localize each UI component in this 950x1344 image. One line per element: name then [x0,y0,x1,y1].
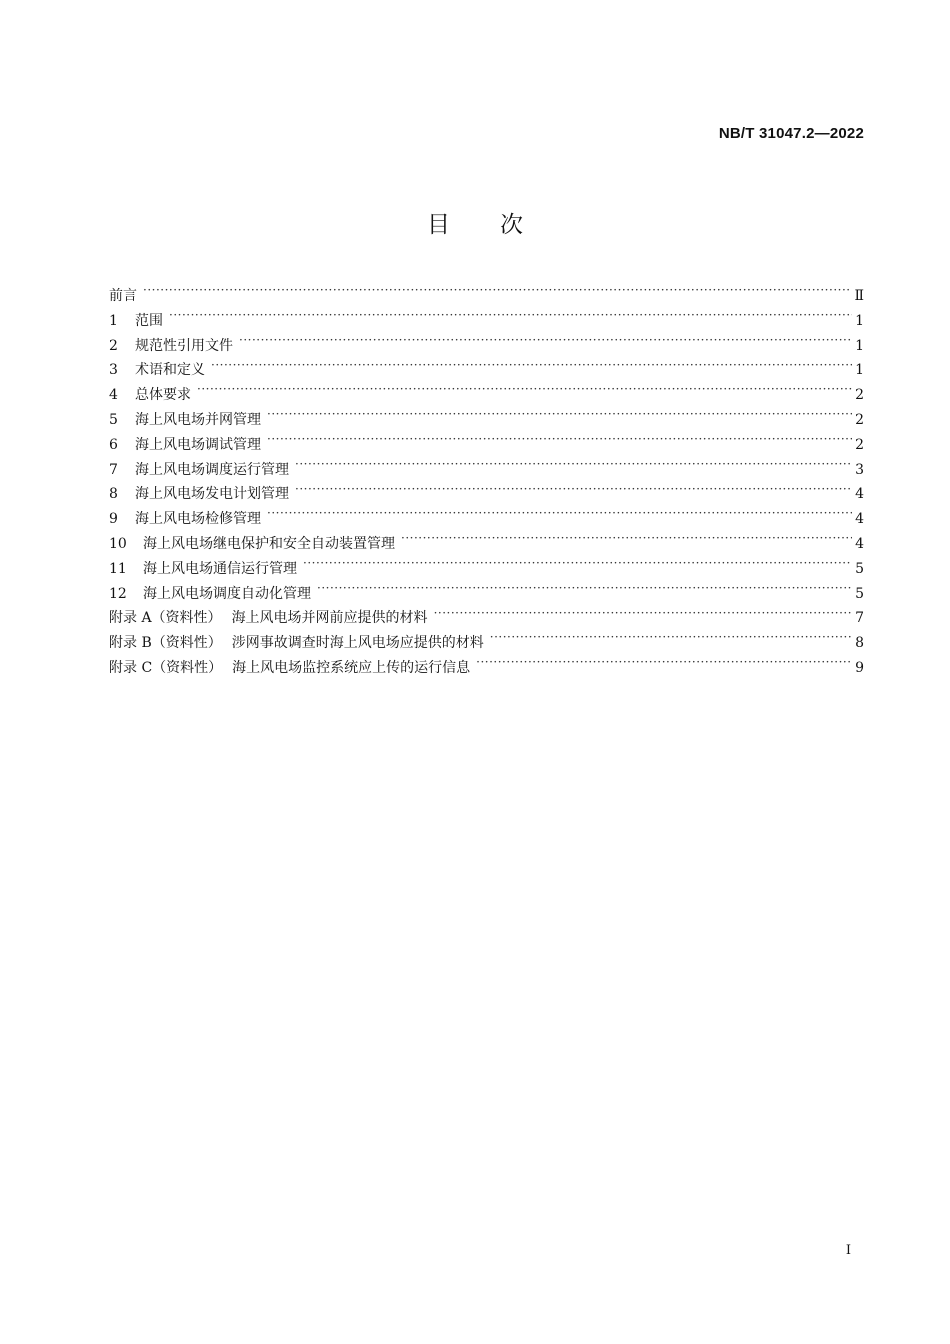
toc-leader-dots [239,336,852,350]
toc-entry-label: 总体要求 [135,387,191,404]
toc-entry-number: 10 [109,535,127,552]
toc-leader-dots [169,311,852,325]
toc-entry-page: 9 [855,659,864,676]
toc-leader-dots [211,360,852,374]
toc-entry-number: 4 [109,387,118,404]
toc-leader-dots [476,658,852,672]
toc-entry-page: 2 [855,387,864,404]
toc-entry-label: 涉网事故调查时海上风电场应提供的材料 [231,635,484,652]
toc-leader-dots [267,410,852,424]
toc-entry-appendix-c[interactable] [109,656,864,681]
toc-entry-number: 3 [109,362,118,379]
toc-entry-number: 6 [109,436,118,453]
toc-entry-page: 1 [855,337,864,354]
toc-entry-page: 4 [855,535,864,552]
toc-leader-dots [295,460,852,474]
toc-entry-5[interactable] [109,408,864,433]
toc-leader-dots [317,584,852,598]
toc-entry-label: 海上风电场调试管理 [135,436,261,453]
toc-entry-page: 7 [855,610,864,627]
toc-leader-dots [197,385,852,399]
footer-page-number: I [845,1243,851,1258]
toc-entry-4[interactable] [109,383,864,408]
toc-entry-page: 5 [855,585,864,602]
toc-entry-6[interactable] [109,433,864,458]
toc-entry-page: 2 [855,436,864,453]
toc-entry-12[interactable] [109,582,864,607]
toc-entry-label: 海上风电场并网管理 [135,411,261,428]
toc-entry-label: 海上风电场发电计划管理 [135,486,289,503]
toc-entry-page: 1 [855,312,864,329]
toc-leader-dots [267,435,852,449]
toc-entry-number: 附录 B（资料性） [109,635,222,652]
toc-entry-page: 4 [855,511,864,528]
toc-leader-dots [267,509,852,523]
toc-entry-page: 5 [855,560,864,577]
toc-entry-number: 附录 C（资料性） [109,659,223,676]
toc-entry-10[interactable] [109,532,864,557]
toc-entry-label: 范围 [135,312,163,329]
toc-entry-1[interactable] [109,309,864,334]
toc-entry-page: 2 [855,411,864,428]
table-of-contents [109,284,864,681]
toc-entry-2[interactable] [109,334,864,359]
toc-entry-label: 海上风电场监控系统应上传的运行信息 [232,659,471,676]
standard-code: NB/T 31047.2—2022 [718,125,864,142]
toc-leader-dots [143,286,851,300]
toc-leader-dots [434,608,852,622]
toc-entry-label: 前言 [109,288,137,304]
toc-entry-7[interactable] [109,458,864,483]
toc-entry-page: Ⅱ [854,288,864,304]
toc-entry-number: 5 [109,411,118,428]
toc-entry-label: 海上风电场并网前应提供的材料 [231,610,428,627]
toc-entry-appendix-a[interactable] [109,606,864,631]
toc-entry-page: 3 [855,461,864,478]
toc-entry-number: 12 [109,585,127,602]
toc-entry-8[interactable] [109,482,864,507]
toc-leader-dots [303,559,852,573]
toc-leader-dots [401,534,852,548]
toc-leader-dots [295,484,852,498]
toc-entry-label: 海上风电场调度自动化管理 [143,585,311,602]
toc-entry-appendix-b[interactable] [109,631,864,656]
toc-leader-dots [490,633,852,647]
toc-entry-label: 术语和定义 [135,362,205,379]
toc-entry-label: 海上风电场检修管理 [135,511,261,528]
toc-entry-label: 海上风电场调度运行管理 [135,461,289,478]
toc-entry-number: 7 [109,461,118,478]
page-title: 目次 [427,212,573,238]
toc-entry-page: 1 [855,362,864,379]
toc-entry-preface[interactable] [109,284,864,309]
toc-entry-label: 海上风电场通信运行管理 [143,560,297,577]
toc-entry-page: 4 [855,486,864,503]
toc-entry-label: 规范性引用文件 [135,337,233,354]
toc-entry-page: 8 [855,635,864,652]
toc-entry-11[interactable] [109,557,864,582]
toc-entry-number: 2 [109,337,118,354]
toc-entry-label: 海上风电场继电保护和安全自动装置管理 [143,535,395,552]
toc-entry-3[interactable] [109,358,864,383]
toc-entry-number: 8 [109,486,118,503]
toc-entry-9[interactable] [109,507,864,532]
toc-entry-number: 1 [109,312,118,329]
toc-entry-number: 附录 A（资料性） [109,610,222,627]
toc-entry-number: 9 [109,511,118,528]
toc-entry-number: 11 [109,560,127,577]
